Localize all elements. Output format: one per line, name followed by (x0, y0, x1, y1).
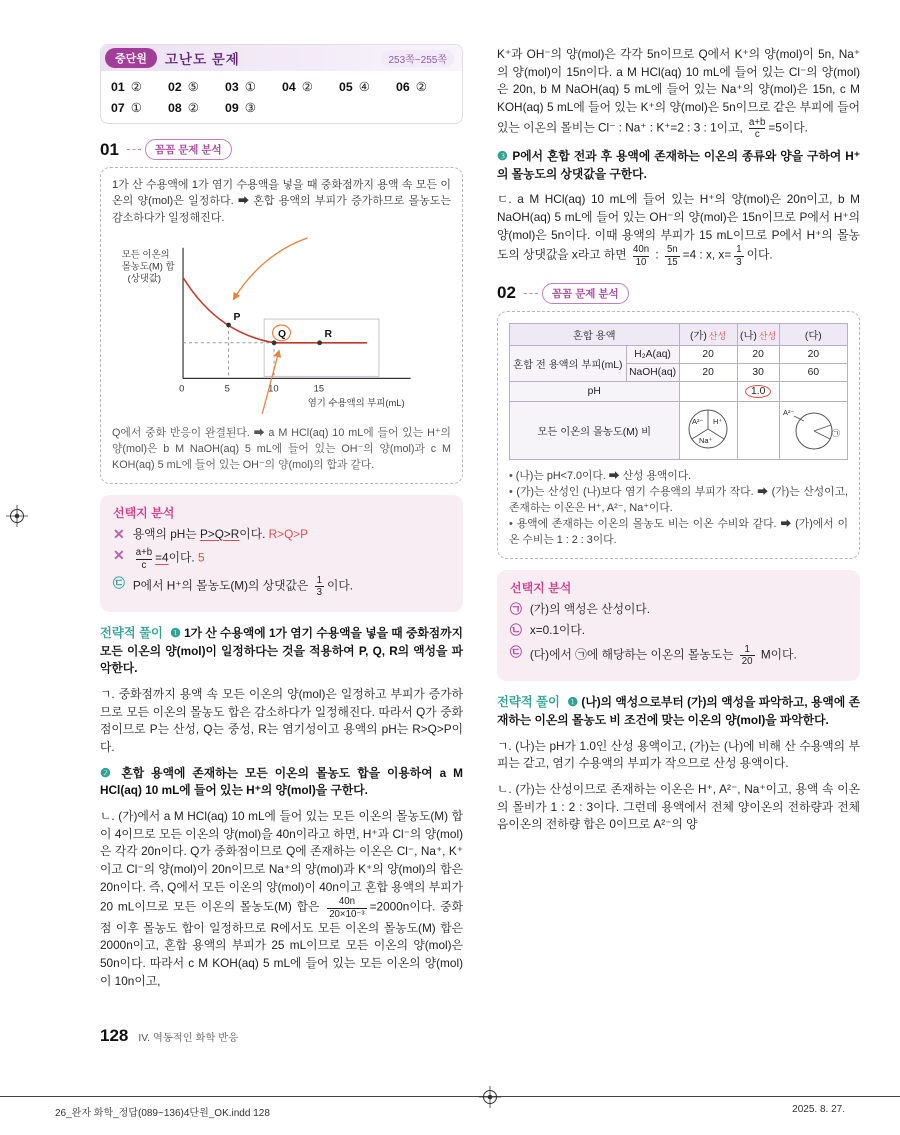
step-1-text: 1가 산 수용액에 1가 염기 수용액을 넣을 때 중화점까지 모든 이온의 양(mol)이 일정하다는 것을 적용하여 P, Q, R의 액성을 파악한다. (100, 625, 463, 676)
wrong-mark-icon: ✕ (113, 525, 125, 542)
q2-analysis-bullets (509, 468, 848, 549)
print-footer (55, 1104, 845, 1119)
graph-ylabel: (상댓값) (127, 272, 162, 284)
answer-item (168, 80, 225, 94)
answer-item (396, 80, 453, 94)
choice-item (510, 644, 847, 667)
q1-solution-d: ㄷ. a M HCl(aq) 10 mL에 들어 있는 H⁺의 양(mol)은 20n이고, b M NaOH(aq) 5 mL에 들어 있는 OH⁻의 양(mol)은 15n이므로 P에서 H⁺의 양(mol)은 5n이다. 이때 용액의 부피가 15 mL이므로 P에서 H⁺의 몰농도의 상댓값을 x라고 하면 $\frac{40n}{10}$ : $\frac{5n}{15}$ =4 : x, x= $\frac{1}{3}$ 이다. (497, 192, 860, 268)
dashed-connector (127, 149, 141, 150)
section-header-bar (101, 45, 462, 71)
correct-mark-icon: ㉠ (510, 601, 522, 616)
answer-item (168, 101, 225, 115)
answer-number: 03 (225, 80, 239, 94)
choice-item (510, 601, 847, 619)
print-rule (0, 1096, 900, 1097)
bullet-item: • (가)는 산성인 (나)보다 염기 수용액의 부피가 작다. ➡ (가)는 산성이고, 존재하는 이온은 H⁺, A²⁻, Na⁺이다. (509, 484, 848, 516)
q1-strategy (100, 624, 463, 991)
q2-solution-g: ㄱ. (나)는 pH가 1.0인 산성 용액이고, (가)는 (나)에 비해 산 수용액의 부피는 같고, 염기 수용액의 부피가 작으므로 산성 용액이다. (497, 738, 860, 771)
q2-solution-n: ㄴ. (가)는 산성이므로 존재하는 이온은 H⁺, A²⁻, Na⁺이고, 용액 속 이온의 몰비가 1 : 2 : 3이다. 그런데 용액에서 전체 양이온의 전하량과 전체 음이온의 전하량 합은 0이므로 A²⁻의 양 (497, 781, 860, 832)
choice-item (113, 526, 450, 544)
acidic-annotation: 산성 (758, 330, 777, 341)
answer-item (111, 80, 168, 94)
wrong-mark-icon: ✕ (113, 547, 125, 564)
choice-text: $\frac{a+b}{c}$ =4이다. 5 (135, 547, 205, 571)
pie-label-a: A²⁻ (692, 416, 704, 426)
graph-ylabel: 몰농도(M) 합 (121, 260, 175, 272)
strategy-step2 (100, 765, 463, 800)
choice-analysis-title: 선택지 분석 (113, 505, 175, 520)
strategy-label: 전략적 풀이 (497, 695, 560, 710)
header-na (737, 323, 779, 345)
correct-mark-icon: ㉢ (113, 575, 125, 590)
answer-item (339, 80, 396, 94)
table-row (510, 345, 848, 363)
bullet-item: • 용액에 존재하는 이온의 몰농도 비는 이온 수비와 같다. ➡ (가)에서 이온 수비는 1 : 2 : 3이다. (509, 516, 848, 548)
xtick-10: 10 (268, 382, 279, 394)
point-r-label: R (324, 328, 333, 340)
step-3-text: P에서 혼합 전과 후 용액에 존재하는 이온의 종류와 양을 구하여 H⁺의 몰농도의 상댓값을 구한다. (497, 148, 861, 181)
cell-value: 30 (737, 363, 779, 381)
step-2-icon: ❷ (100, 765, 115, 780)
answer-list (101, 71, 462, 123)
choice-item (113, 547, 450, 570)
print-filename: 26_완자 화학_정답(089~136)4단원_OK.indd 128 (55, 1108, 270, 1119)
correct-mark-icon: ㉡ (510, 623, 522, 638)
answer-item (225, 80, 282, 94)
answer-number: 09 (225, 101, 239, 115)
right-column (497, 44, 860, 998)
row-label-h2a: H₂A(aq) (626, 345, 679, 363)
table-header-row (510, 323, 848, 345)
row-label-volume: 혼합 전 용액의 부피(mL) (510, 345, 627, 381)
xtick-0: 0 (179, 382, 185, 394)
step-1-icon: ❶ (170, 625, 181, 640)
pie-outside-label: A²⁻ (783, 407, 795, 417)
strategy-step3 (497, 148, 860, 183)
answer-value: ⑤ (187, 80, 199, 94)
page-range-chip: 253쪽~255쪽 (381, 50, 454, 67)
q2-choice-analysis (497, 570, 860, 682)
page-number: 128 (100, 1026, 129, 1045)
choice-text: P에서 H⁺의 몰농도(M)의 상댓값은 $\frac{1}{3}$ 이다. (132, 574, 354, 598)
choice-text: (가)의 액성은 산성이다. (529, 601, 651, 616)
analysis-badge: 꼼꼼 문제 분석 (542, 283, 629, 304)
choice-analysis-title: 선택지 분석 (510, 580, 572, 595)
q1-analysis-note: Q에서 중화 반응이 완결된다. ➡ a M HCl(aq) 10 mL에 들어 있는 H⁺의 양(mol)은 b M NaOH(aq) 5 mL에 들어 있는 OH⁻의 양(mol)과 c M KOH(aq) 5 mL에 들어 있는 OH⁻의 양(mol)의 합과 같다. (112, 426, 451, 471)
cell-empty (737, 401, 779, 459)
q1-choice-analysis (100, 495, 463, 612)
answer-value: ② (130, 80, 142, 94)
choice-text: 용액의 pH는 P>Q>R이다. R>Q>P (132, 526, 308, 541)
strategy-lead (100, 624, 463, 678)
answer-value: ③ (244, 101, 256, 115)
answer-value: ④ (358, 80, 370, 94)
step-3-icon: ❸ (497, 148, 509, 163)
cell-value: 20 (737, 345, 779, 363)
circled-ph-value: 1.0 (745, 385, 771, 398)
q2-analysis-box (497, 311, 860, 559)
chapter-title: IV. 역동적인 화학 반응 (138, 1033, 239, 1044)
choice-text: x=0.1이다. (529, 623, 586, 638)
two-column-layout (100, 44, 860, 998)
ion-ratio-pie-ga (682, 405, 734, 453)
cell-ph-na (737, 381, 779, 401)
step-1-icon: ❶ (567, 695, 578, 710)
q1-graph (112, 230, 451, 421)
mixture-table (509, 323, 848, 460)
answer-number: 01 (111, 80, 125, 94)
strategy-lead (497, 693, 860, 729)
answer-key-box (100, 44, 463, 124)
answer-number: 07 (111, 101, 125, 115)
row-label-naoh: NaOH(aq) (626, 363, 679, 381)
cell-value: 20 (679, 363, 737, 381)
answer-item (225, 101, 282, 115)
step-1-text: (나)의 액성으로부터 (가)의 액성을 파악하고, 용액에 존재하는 이온의 몰농도 비 조건에 맞는 이온의 양(mol)을 파악한다. (497, 695, 860, 727)
answer-value: ② (415, 80, 427, 94)
ion-concentration-graph (112, 230, 448, 416)
answer-value: ① (130, 101, 142, 115)
answer-number: 06 (396, 80, 410, 94)
answer-item (111, 101, 168, 115)
xtick-15: 15 (313, 382, 325, 394)
question-number: 02 (497, 283, 516, 303)
q1-solution-continued: K⁺과 OH⁻의 양(mol)은 각각 5n이므로 Q에서 K⁺의 양(mol)이 5n, Na⁺의 양(mol)이 15n이다. a M HCl(aq) 10 mL에 들어 있는 Cl⁻의 양(mol)은 20n, b M NaOH(aq) 5 mL에 들어 있는 Na⁺의 양(mol)은 15n, c M KOH(aq) 5 mL에 들어 있는 K⁺의 양(mol)은 5n이므로 같은 부피에 들어 있는 이온의 몰비는 Cl⁻ : Na⁺ : K⁺=2 : 3 : 1이고, $\frac{a+b}{c}$ =5이다. (497, 47, 860, 140)
row-label-ratio: 모든 이온의 몰농도(M) 비 (510, 401, 680, 459)
graph-ylabel: 모든 이온의 (121, 248, 170, 260)
question-02-heading (497, 283, 860, 304)
header-na-label: (나) (740, 330, 757, 342)
answer-value: ② (301, 80, 313, 94)
row-label-ph: pH (510, 381, 680, 401)
xtick-5: 5 (224, 382, 230, 394)
dashed-connector (524, 293, 538, 294)
header-mix: 혼합 용액 (510, 323, 680, 345)
ion-ratio-pie-da (782, 405, 844, 453)
pie-label-na: Na⁺ (699, 435, 713, 445)
q1-analysis-intro: 1가 산 수용액에 1가 염기 수용액을 넣을 때 중화점까지 용액 속 모든 이온의 양(mol)은 일정하다. ➡ 혼합 용액의 부피가 증가하므로 몰농도는 감소하다가 일정해진다. (112, 179, 451, 224)
unit-badge: 중단원 (105, 48, 157, 68)
cell-value: 60 (779, 363, 847, 381)
answer-number: 04 (282, 80, 296, 94)
answer-value: ② (187, 101, 199, 115)
graph-xlabel: 염기 수용액의 부피(mL) (307, 396, 405, 408)
correct-mark-icon: ㉢ (510, 644, 522, 659)
cell-pie-da (779, 401, 847, 459)
q1-solution-g: ㄱ. 중화점까지 용액 속 모든 이온의 양(mol)은 일정하고 부피가 증가하므로 모든 이온의 몰농도 합은 감소하다가 일정해진다. 따라서 Q가 중화점이므로 P는 산성, Q는 중성, R는 염기성이고 용액의 pH는 R>Q>P이다. (100, 686, 463, 754)
left-column (100, 44, 463, 998)
q1-analysis-box (100, 167, 463, 484)
bullet-item: • (나)는 pH<7.0이다. ➡ 산성 용액이다. (509, 468, 848, 484)
choice-item (113, 575, 450, 598)
strategy-label: 전략적 풀이 (100, 625, 163, 640)
point-p-label: P (233, 311, 241, 323)
cell-empty (679, 381, 737, 401)
cell-empty (779, 381, 847, 401)
point-q-label: Q (278, 328, 287, 340)
q1-solution-n: ㄴ. (가)에서 a M HCl(aq) 10 mL에 들어 있는 모든 이온의 몰농도(M) 합이 4이므로 모든 이온의 양(mol)을 40n이라고 하면, H⁺과 Cl⁻의 양(mol)은 각각 20n이다. Q가 중화점이므로 Q에 존재하는 이온은 Cl⁻, Na⁺, K⁺이고 Cl⁻의 양(mol)이 20n이므로 Na⁺의 양(mol)과 K⁺의 양(mol)의 합은 20n이다. 즉, Q에서 모든 이온의 양(mol)이 40n이고 혼합 용액의 부피가 20 mL이므로 모든 이온의 몰농도(M) 합은 $\frac{40n}{\text{20×10⁻³}}$ =2000n이다. 중화점 이후 몰농도 합이 일정하므로 R에서도 모든 이온의 몰농도(M) 합은 2000n이고, 혼합 용액의 부피가 25 mL이므로 모든 이온의 양(mol)은 50n이다. 따라서 c M KOH(aq) 5 mL에 들어 있는 모든 이온의 양(mol)이 10n이고, (100, 809, 463, 988)
pie-label-h: H⁺ (713, 416, 723, 426)
cell-pie-ga (679, 401, 737, 459)
cell-value: 20 (779, 345, 847, 363)
answer-number: 08 (168, 101, 182, 115)
header-ga (679, 323, 737, 345)
cell-value: 20 (679, 345, 737, 363)
header-title: 고난도 문제 (164, 52, 240, 67)
table-row (510, 401, 848, 459)
table-row (510, 381, 848, 401)
answer-number: 02 (168, 80, 182, 94)
acidic-annotation: 산성 (708, 330, 727, 341)
question-01-heading (100, 139, 463, 160)
registration-mark-left (6, 505, 28, 527)
answer-number: 05 (339, 80, 353, 94)
header-da: (다) (779, 323, 847, 345)
answer-item (282, 80, 339, 94)
answer-value: ① (244, 80, 256, 94)
choice-item (510, 622, 847, 640)
choice-text: (다)에서 ㉠에 해당하는 이온의 몰농도는 $\frac{1}{20}$ M이다. (529, 643, 797, 668)
page-footer (100, 1026, 238, 1046)
step-2-text: 혼합 용액에 존재하는 모든 이온의 몰농도 합을 이용하여 a M HCl(aq) 10 mL에 들어 있는 H⁺의 양(mol)을 구한다. (100, 765, 464, 798)
header-ga-label: (가) (689, 330, 707, 342)
pie-sector-label: ㉠ (832, 428, 841, 438)
q2-strategy (497, 693, 860, 834)
question-number: 01 (100, 139, 119, 159)
print-date: 2025. 8. 27. (792, 1104, 845, 1115)
analysis-badge: 꼼꼼 문제 분석 (145, 139, 232, 160)
